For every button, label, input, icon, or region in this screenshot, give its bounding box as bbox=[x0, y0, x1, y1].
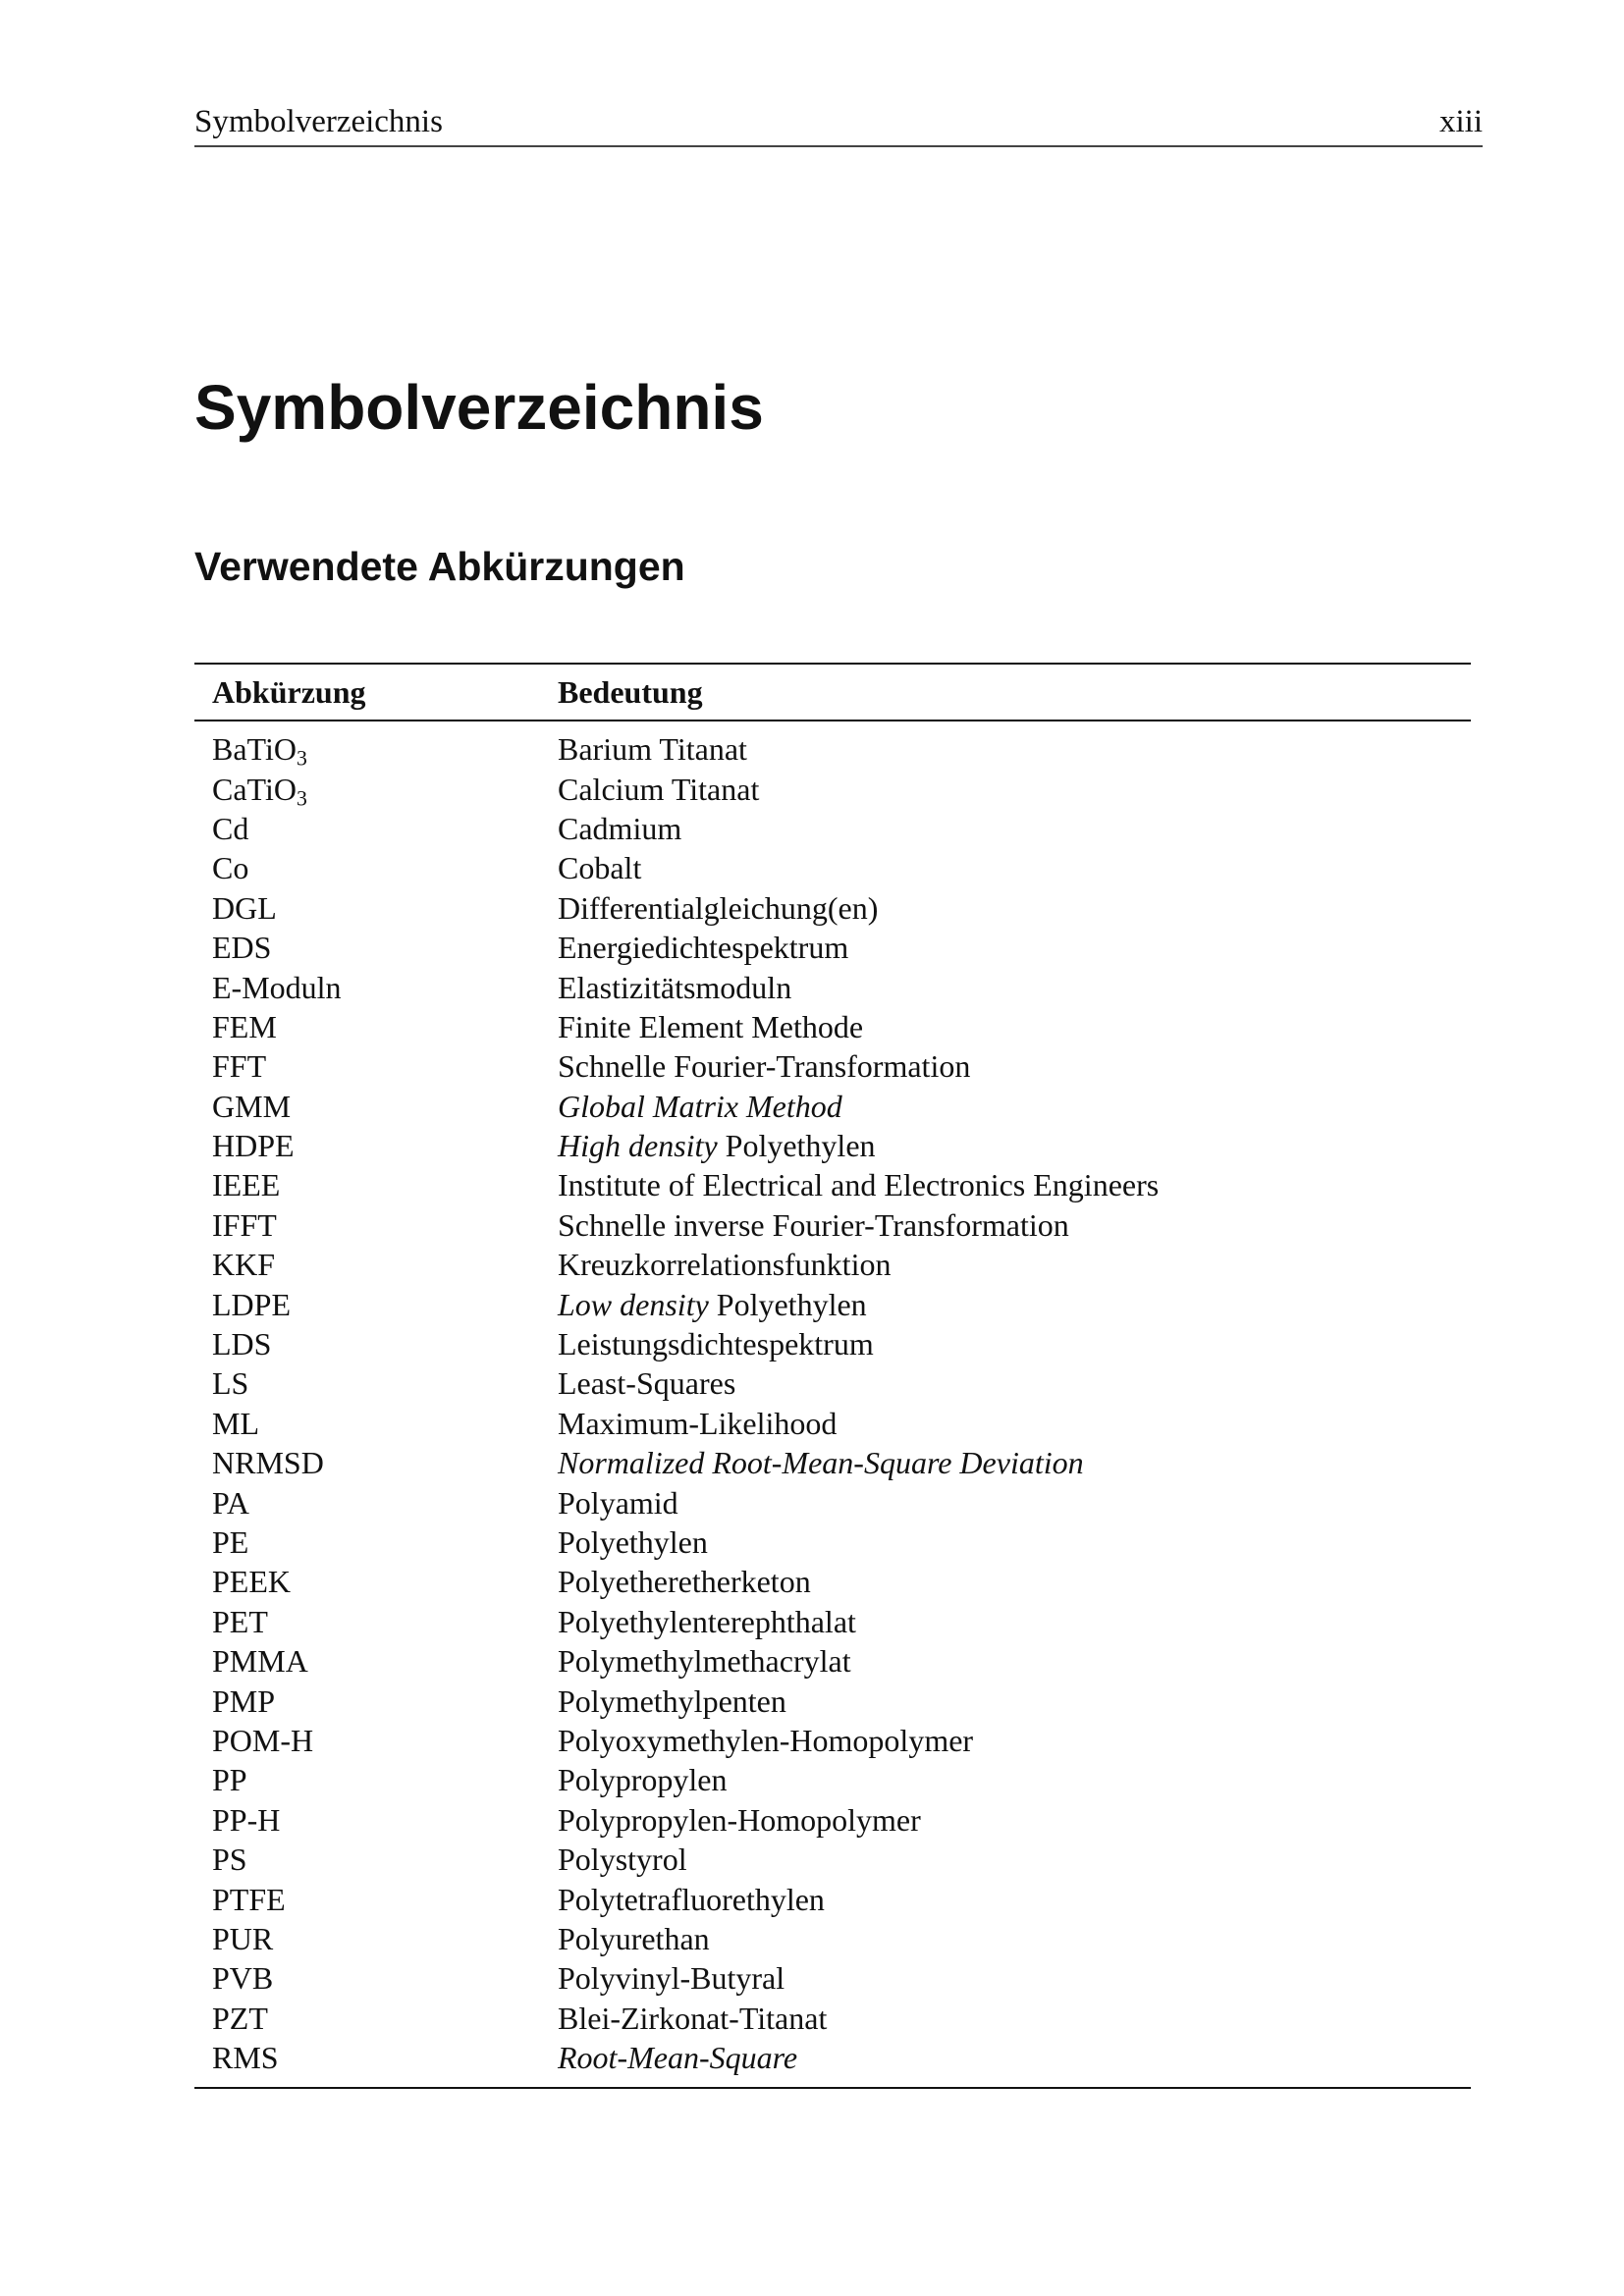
abbreviation-cell bbox=[194, 1602, 558, 1641]
meaning-cell bbox=[558, 1046, 1471, 1086]
table-row bbox=[194, 888, 1471, 928]
table-row bbox=[194, 967, 1471, 1006]
meaning-text: Kreuzkorrelationsfunktion bbox=[558, 1247, 892, 1283]
meaning-cell bbox=[558, 2038, 1471, 2088]
abbreviation-text: POM-H bbox=[212, 1722, 314, 1758]
table-row bbox=[194, 1999, 1471, 2038]
abbreviation-subscript: 3 bbox=[296, 786, 307, 811]
meaning-cell bbox=[558, 1800, 1471, 1840]
abbreviation-cell bbox=[194, 1919, 558, 1958]
meaning-text: Least-Squares bbox=[558, 1365, 736, 1402]
meaning-cell bbox=[558, 1681, 1471, 1720]
table-row bbox=[194, 1721, 1471, 1760]
abbreviation-text: KKF bbox=[212, 1247, 276, 1283]
meaning-text: Polypropylen-Homopolymer bbox=[558, 1801, 921, 1838]
abbreviation-text: Co bbox=[212, 850, 249, 886]
abbreviation-text: PS bbox=[212, 1842, 247, 1878]
abbreviation-cell bbox=[194, 1007, 558, 1046]
meaning-text: Polyethylen bbox=[717, 1128, 876, 1164]
meaning-cell bbox=[558, 1999, 1471, 2038]
abbreviation-text: PA bbox=[212, 1484, 249, 1521]
meaning-italic-text: High density bbox=[558, 1128, 718, 1164]
meaning-cell bbox=[558, 928, 1471, 967]
table-row bbox=[194, 848, 1471, 887]
table-row bbox=[194, 1404, 1471, 1443]
meaning-text: Polymethylpenten bbox=[558, 1682, 786, 1719]
meaning-text: Barium Titanat bbox=[558, 731, 747, 768]
table-row bbox=[194, 1840, 1471, 1879]
abbreviation-cell bbox=[194, 721, 558, 769]
abbreviation-cell bbox=[194, 1245, 558, 1284]
meaning-italic-text: Low density bbox=[558, 1286, 709, 1322]
table-row bbox=[194, 1245, 1471, 1284]
abbreviation-cell bbox=[194, 1205, 558, 1245]
abbreviation-cell bbox=[194, 1800, 558, 1840]
meaning-text: Differentialgleichung(en) bbox=[558, 889, 879, 926]
meaning-cell bbox=[558, 809, 1471, 848]
meaning-cell bbox=[558, 1126, 1471, 1165]
table-row bbox=[194, 928, 1471, 967]
meaning-cell bbox=[558, 1562, 1471, 1601]
abbreviation-cell bbox=[194, 1681, 558, 1720]
abbreviation-text: RMS bbox=[212, 2040, 279, 2076]
meaning-cell bbox=[558, 1879, 1471, 1918]
abbreviation-cell bbox=[194, 848, 558, 887]
meaning-cell bbox=[558, 721, 1471, 769]
abbreviation-cell bbox=[194, 1522, 558, 1562]
table-row bbox=[194, 1126, 1471, 1165]
page-number: xiii bbox=[1438, 104, 1483, 139]
meaning-cell bbox=[558, 1840, 1471, 1879]
meaning-cell bbox=[558, 1958, 1471, 1998]
table-row bbox=[194, 1800, 1471, 1840]
meaning-cell bbox=[558, 1482, 1471, 1522]
abbreviation-cell bbox=[194, 1087, 558, 1126]
meaning-text: Energiedichtespektrum bbox=[558, 930, 849, 966]
abbreviation-subscript: 3 bbox=[296, 746, 307, 771]
meaning-cell bbox=[558, 888, 1471, 928]
table-header-row bbox=[194, 664, 1471, 721]
meaning-text: Cobalt bbox=[558, 850, 642, 886]
table-row bbox=[194, 809, 1471, 848]
abbreviation-text: LDPE bbox=[212, 1286, 291, 1322]
abbreviation-text: PP-H bbox=[212, 1801, 281, 1838]
meaning-text: Polytetrafluorethylen bbox=[558, 1881, 825, 1917]
table-row bbox=[194, 1363, 1471, 1403]
abbreviation-text: PET bbox=[212, 1603, 268, 1639]
meaning-italic-text: Global Matrix Method bbox=[558, 1088, 842, 1124]
abbreviation-cell bbox=[194, 1324, 558, 1363]
abbreviation-cell bbox=[194, 1562, 558, 1601]
table-row bbox=[194, 1205, 1471, 1245]
abbreviation-cell bbox=[194, 1284, 558, 1323]
abbreviation-cell bbox=[194, 1443, 558, 1482]
abbreviation-cell bbox=[194, 769, 558, 811]
abbreviation-cell bbox=[194, 1404, 558, 1443]
meaning-text: Institute of Electrical and Electronics Engineers bbox=[558, 1167, 1160, 1203]
abbreviation-text: E-Moduln bbox=[212, 969, 342, 1005]
table-row bbox=[194, 1879, 1471, 1918]
table-row bbox=[194, 769, 1471, 808]
meaning-cell bbox=[558, 1641, 1471, 1681]
abbreviation-cell bbox=[194, 1999, 558, 2038]
meaning-cell bbox=[558, 1324, 1471, 1363]
meaning-text: Polymethylmethacrylat bbox=[558, 1643, 851, 1680]
meaning-text: Polyetheretherketon bbox=[558, 1564, 811, 1600]
table-row bbox=[194, 1284, 1471, 1323]
table-row bbox=[194, 1919, 1471, 1958]
meaning-cell bbox=[558, 1522, 1471, 1562]
abbreviation-text: PZT bbox=[212, 2000, 268, 2036]
table-header bbox=[194, 664, 1471, 721]
meaning-text: Maximum-Likelihood bbox=[558, 1405, 838, 1441]
meaning-cell bbox=[558, 1721, 1471, 1760]
abbreviation-cell bbox=[194, 888, 558, 928]
meaning-italic-text: Normalized Root-Mean-Square Deviation bbox=[558, 1445, 1084, 1481]
meaning-text: Finite Element Methode bbox=[558, 1008, 864, 1044]
meaning-text: Polystyrol bbox=[558, 1842, 687, 1878]
running-title: Symbolverzeichnis bbox=[194, 104, 443, 139]
meaning-cell bbox=[558, 1919, 1471, 1958]
abbreviation-text: CaTiO bbox=[212, 771, 297, 807]
abbreviation-text: FFT bbox=[212, 1048, 267, 1085]
abbreviation-cell bbox=[194, 1840, 558, 1879]
section-title: Verwendete Abkürzungen bbox=[194, 544, 685, 589]
table-row bbox=[194, 2038, 1471, 2088]
meaning-cell bbox=[558, 1245, 1471, 1284]
meaning-text: Polyurethan bbox=[558, 1920, 710, 1956]
meaning-cell bbox=[558, 1087, 1471, 1126]
abbreviation-text: BaTiO bbox=[212, 731, 297, 768]
abbreviation-text: IFFT bbox=[212, 1206, 277, 1243]
abbreviation-text: HDPE bbox=[212, 1128, 295, 1164]
table-row bbox=[194, 1443, 1471, 1482]
meaning-cell bbox=[558, 1205, 1471, 1245]
meaning-cell bbox=[558, 1363, 1471, 1403]
abbreviation-text: PMP bbox=[212, 1682, 276, 1719]
meaning-text: Schnelle Fourier-Transformation bbox=[558, 1048, 971, 1085]
meaning-text: Polyoxymethylen-Homopolymer bbox=[558, 1722, 974, 1758]
meaning-cell bbox=[558, 1007, 1471, 1046]
meaning-cell bbox=[558, 769, 1471, 808]
table-row bbox=[194, 1046, 1471, 1086]
abbreviation-text: LS bbox=[212, 1365, 249, 1402]
abbreviation-text: PUR bbox=[212, 1920, 274, 1956]
meaning-text: Polypropylen bbox=[558, 1762, 728, 1798]
abbreviation-cell bbox=[194, 967, 558, 1006]
table-row bbox=[194, 1760, 1471, 1799]
abbreviation-text: NRMSD bbox=[212, 1445, 324, 1481]
abbreviation-text: FEM bbox=[212, 1008, 277, 1044]
meaning-cell bbox=[558, 1284, 1471, 1323]
abbreviation-text: ML bbox=[212, 1405, 259, 1441]
abbreviation-cell bbox=[194, 1363, 558, 1403]
abbreviation-cell bbox=[194, 1721, 558, 1760]
abbreviation-cell bbox=[194, 1046, 558, 1086]
meaning-italic-text: Root-Mean-Square bbox=[558, 2040, 798, 2076]
abbreviation-cell bbox=[194, 1165, 558, 1204]
abbreviation-cell bbox=[194, 809, 558, 848]
abbreviation-text: IEEE bbox=[212, 1167, 281, 1203]
meaning-cell bbox=[558, 1760, 1471, 1799]
abbreviation-text: PE bbox=[212, 1524, 249, 1560]
meaning-cell bbox=[558, 1404, 1471, 1443]
meaning-cell bbox=[558, 848, 1471, 887]
meaning-text: Schnelle inverse Fourier-Transformation bbox=[558, 1206, 1069, 1243]
abbreviation-cell bbox=[194, 1641, 558, 1681]
table-row bbox=[194, 1165, 1471, 1204]
abbreviation-table bbox=[194, 663, 1471, 2089]
meaning-text: Polyamid bbox=[558, 1484, 678, 1521]
table-row bbox=[194, 721, 1471, 769]
running-header bbox=[194, 98, 1483, 147]
abbreviation-cell bbox=[194, 1482, 558, 1522]
meaning-text: Polyvinyl-Butyral bbox=[558, 1960, 785, 1997]
table-row bbox=[194, 1641, 1471, 1681]
meaning-cell bbox=[558, 1443, 1471, 1482]
meaning-text: Calcium Titanat bbox=[558, 771, 760, 807]
abbreviation-cell bbox=[194, 1879, 558, 1918]
table-row bbox=[194, 1007, 1471, 1046]
meaning-text: Cadmium bbox=[558, 810, 682, 846]
table-row bbox=[194, 1087, 1471, 1126]
table-row bbox=[194, 1562, 1471, 1601]
table-row bbox=[194, 1681, 1471, 1720]
chapter-title: Symbolverzeichnis bbox=[194, 372, 764, 443]
meaning-cell bbox=[558, 1165, 1471, 1204]
abbreviation-text: EDS bbox=[212, 930, 272, 966]
column-header-meaning: Bedeutung bbox=[558, 673, 703, 710]
abbreviation-text: GMM bbox=[212, 1088, 292, 1124]
meaning-text: Polyethylenterephthalat bbox=[558, 1603, 856, 1639]
table-row bbox=[194, 1482, 1471, 1522]
table-body bbox=[194, 721, 1471, 2088]
abbreviation-text: PTFE bbox=[212, 1881, 286, 1917]
abbreviation-text: PVB bbox=[212, 1960, 274, 1997]
abbreviation-text: LDS bbox=[212, 1326, 272, 1362]
abbreviation-cell bbox=[194, 1760, 558, 1799]
meaning-text: Elastizitätsmoduln bbox=[558, 969, 792, 1005]
abbreviation-text: DGL bbox=[212, 889, 277, 926]
table-row bbox=[194, 1602, 1471, 1641]
meaning-cell bbox=[558, 1602, 1471, 1641]
meaning-cell bbox=[558, 967, 1471, 1006]
meaning-text: Polyethylen bbox=[558, 1524, 708, 1560]
abbreviation-text: PP bbox=[212, 1762, 247, 1798]
table-row bbox=[194, 1958, 1471, 1998]
abbreviation-cell bbox=[194, 928, 558, 967]
meaning-text: Blei-Zirkonat-Titanat bbox=[558, 2000, 828, 2036]
meaning-text: Polyethylen bbox=[708, 1286, 867, 1322]
abbreviation-text: PMMA bbox=[212, 1643, 308, 1680]
abbreviation-text: Cd bbox=[212, 810, 249, 846]
column-header-abbreviation: Abkürzung bbox=[212, 673, 366, 710]
table-row bbox=[194, 1522, 1471, 1562]
abbreviation-cell bbox=[194, 1958, 558, 1998]
abbreviation-cell bbox=[194, 1126, 558, 1165]
table-row bbox=[194, 1324, 1471, 1363]
abbreviation-cell bbox=[194, 2038, 558, 2088]
meaning-text: Leistungsdichtespektrum bbox=[558, 1326, 874, 1362]
abbreviation-text: PEEK bbox=[212, 1564, 291, 1600]
